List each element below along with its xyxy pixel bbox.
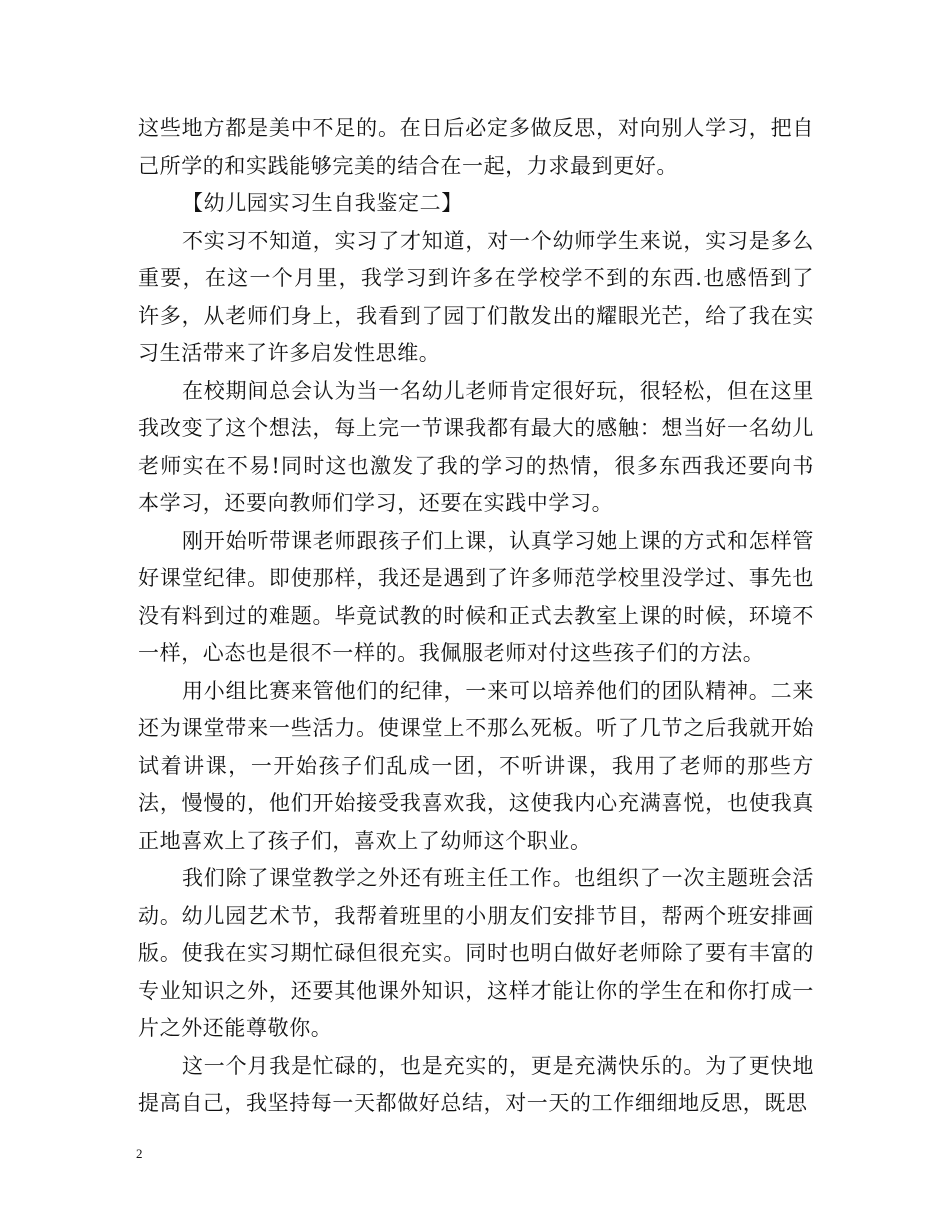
paragraph-continuation: 这些地方都是美中不足的。在日后必定多做反思，对向别人学习，把自己所学的和实践能够完美的结合在一起，力求最到更好。 [138, 116, 814, 178]
paragraph: 这一个月我是忙碌的，也是充实的，更是充满快乐的。为了更快地提高自己，我坚持每一天都做好总结，对一天的工作细细地反思，既思 [138, 1053, 814, 1115]
paragraph: 在校期间总会认为当一名幼儿老师肯定很好玩，很轻松，但在这里我改变了这个想法，每上完一节课我都有最大的感触：想当好一名幼儿老师实在不易!同时这也激发了我的学习的热情，很多东西我还要向书本学习，还要向教师们学习，还要在实践中学习。 [138, 378, 814, 515]
paragraph: 刚开始听带课老师跟孩子们上课，认真学习她上课的方式和怎样管好课堂纪律。即使那样，我还是遇到了许多师范学校里没学过、事先也没有料到过的难题。毕竟试教的时候和正式去教室上课的时候，环境不一样，心态也是很不一样的。我佩服老师对付这些孩子们的方法。 [138, 528, 814, 665]
paragraph: 不实习不知道，实习了才知道，对一个幼师学生来说，实习是多么重要，在这一个月里，我学习到许多在学校学不到的东西.也感悟到了许多，从老师们身上，我看到了园丁们散发出的耀眼光芒，给了我在实习生活带来了许多启发性思维。 [138, 228, 814, 365]
document-body [138, 110, 814, 1123]
paragraph: 我们除了课堂教学之外还有班主任工作。也组织了一次主题班会活动。幼儿园艺术节，我帮着班里的小朋友们安排节目，帮两个班安排画版。使我在实习期忙碌但很充实。同时也明白做好老师除了要有丰富的专业知识之外，还要其他课外知识，这样才能让你的学生在和你打成一片之外还能尊敬你。 [138, 866, 814, 1040]
paragraph: 用小组比赛来管他们的纪律，一来可以培养他们的团队精神。二来还为课堂带来一些活力。使课堂上不那么死板。听了几节之后我就开始试着讲课，一开始孩子们乱成一团，不听讲课，我用了老师的那些方法，慢慢的，他们开始接受我喜欢我，这使我内心充满喜悦，也使我真正地喜欢上了孩子们，喜欢上了幼师这个职业。 [138, 678, 814, 853]
section-heading: 【幼儿园实习生自我鉴定二】 [182, 191, 463, 215]
page-number: 2 [136, 1146, 143, 1161]
